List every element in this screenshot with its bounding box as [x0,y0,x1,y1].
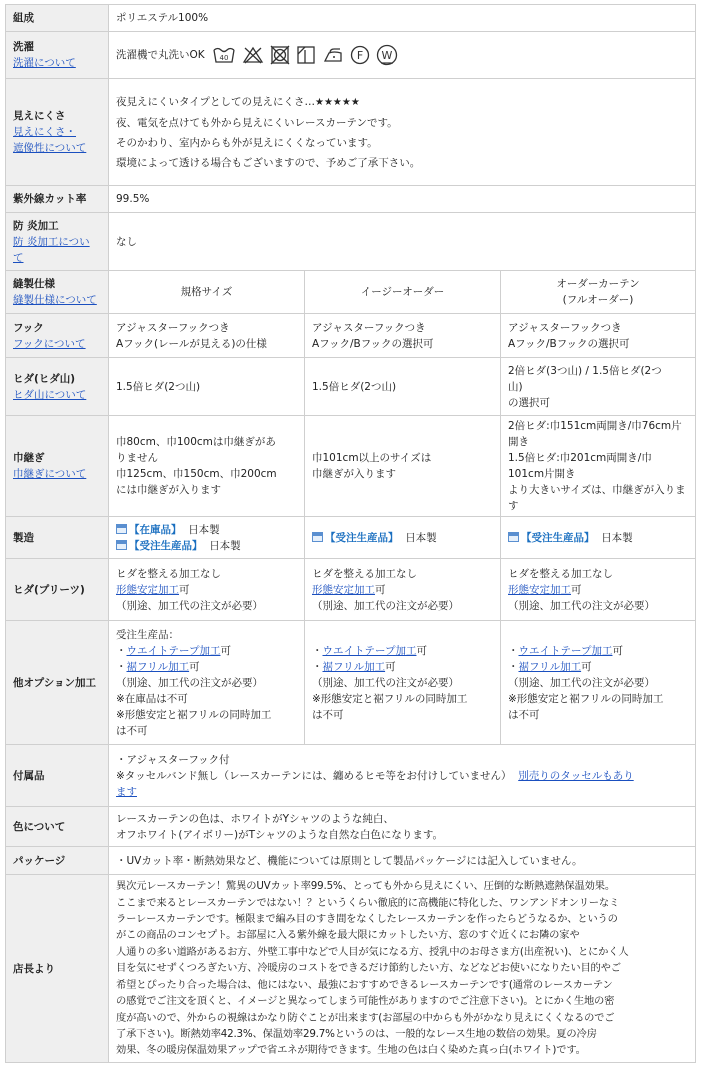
flame-info-link-2[interactable]: て [13,251,24,264]
hem-frill-link[interactable]: 裾フリル加工 [518,660,582,673]
sewing-info-link[interactable]: 縫製仕様について [13,294,97,306]
pleat-label-cell [6,358,109,416]
mfg-easy [305,517,501,559]
row-package [6,847,696,875]
visibility-label: 見えにくさ [13,110,66,122]
star-rating: ★★★★★ [314,96,360,108]
manager-message [109,875,696,1063]
flame-info-link[interactable]: 防 炎加工につい [13,235,90,248]
dry-clean-letter: F [356,49,364,62]
no-tumble-dry-icon [270,45,290,65]
pleat-full [501,358,696,416]
options-hem-line [508,659,688,675]
package-label: パッケージ [6,847,109,875]
visibility-line-2: そのかわり、室内からも外が見えにくくなっています。 [116,136,378,149]
options-combo-note: ※形態安定と裾フリルの同時加工 [312,692,468,705]
hook-standard [109,314,305,358]
washing-info-link[interactable]: 洗濯について [13,57,76,69]
pleat-standard: 1.5倍ヒダ(2つ山) [109,358,305,416]
options-label: 他オプション加工 [6,621,109,745]
dry-clean-f-icon [350,45,370,65]
manager-line: がこの商品のコンセプト。お部屋に入る紫外線を最大限にカットしたい方、窓のすぐ近くにお隣の家や [116,929,580,942]
header-easy-order: イージーオーダー [305,271,501,314]
seam-standard-line3: 巾125cm、巾150cm、巾200cm [116,468,277,480]
hook-full-line2: Aフック/Bフックの選択可 [508,337,630,350]
hook-easy-line2: Aフック/Bフックの選択可 [312,337,434,350]
shape-stable-link[interactable]: 形態安定加工 [508,583,571,596]
manager-line: 希望とぴったり合った場合は、他にはない、最強におすすめできるレースカーテンです(通常のレースカーテン [116,978,613,991]
options-combo-note-2: は不可 [508,708,540,721]
options-easy [305,621,501,745]
row-flame [6,213,696,271]
seam-standard-line2: りません [116,452,158,464]
options-ka: 可 [220,644,231,657]
tassel-link[interactable]: 別売りのタッセルもあり [518,769,634,782]
header-full-order-line2: (フルオーダー) [562,294,634,306]
bullet: ・ [508,644,519,657]
pleats-full-line1: ヒダを整える加工なし [508,567,613,580]
pleat-full-line3: の選択可 [508,396,550,409]
hook-full-line1: アジャスターフックつき [508,321,622,334]
row-visibility [6,79,696,186]
options-combo-note: ※形態安定と裾フリルの同時加工 [116,708,272,721]
calendar-icon [508,532,519,542]
options-ka: 可 [581,660,592,673]
options-combo-note-2: は不可 [312,708,344,721]
pleats-easy-line1: ヒダを整える加工なし [312,567,417,580]
row-manufacturing [6,517,696,559]
row-options [6,621,696,745]
row-washing [6,32,696,79]
seam-standard-line4: には巾継ぎが入ります [116,484,221,496]
seam-standard [109,416,305,517]
options-standard [109,621,305,745]
seam-full-line4: 101cm片開き [508,468,576,480]
wet-clean-w-icon [376,44,398,66]
options-ka: 可 [612,644,623,657]
pleats-full-line2 [508,582,688,598]
color-line2: オフホワイト(アイボリー)がTシャツのような自然な白色になります。 [116,828,443,841]
seam-info-link[interactable]: 巾継ぎについて [13,468,87,480]
options-note: （別途、加工代の注文が必要） [508,676,655,689]
options-instock-note: ※在庫品は不可 [116,692,188,705]
accessory-line2: ※タッセルバンド無し（レースカーテンには、纏めるヒモ等をお付けしていません） [116,769,512,782]
bullet: ・ [312,644,323,657]
hook-easy [305,314,501,358]
pleats-ka: 可 [179,583,190,596]
color-label: 色について [6,807,109,847]
row-accessory [6,745,696,807]
pleats-easy-line2 [312,582,493,598]
visibility-line-1: 夜、電気を点けても外から見えにくいレースカーテンです。 [116,116,398,129]
options-note: （別途、加工代の注文が必要） [312,676,459,689]
options-hem-line [116,659,297,675]
manager-line: 人通りの多い道路があるお方、外壁工事中などで人目が気になる方、授乳中のお母さま方(出産祝い)、とにかく人 [116,945,629,958]
pleat-full-line2: 山) [508,380,523,393]
sewing-label: 縫製仕様 [13,278,55,290]
visibility-value-cell [109,79,696,186]
pleats-standard-line2 [116,582,297,598]
hook-label-cell [6,314,109,358]
waist-tape-link[interactable]: ウエイトテープ加工 [518,644,613,657]
color-value [109,807,696,847]
care-icons [212,44,398,66]
seam-easy-line2: 巾継ぎが入ります [312,468,396,480]
mfg-full [501,517,696,559]
pleats-easy [305,559,501,621]
hem-frill-link[interactable]: 裾フリル加工 [322,660,386,673]
bullet: ・ [312,660,323,673]
visibility-info-link-2[interactable]: 遮像性について [13,142,87,154]
row-sewing [6,271,696,314]
header-standard-size: 規格サイズ [109,271,305,314]
options-combo-note-2: は不可 [116,724,148,737]
package-value: ・UVカット率・断熱効果など、機能については原則として製品パッケージには記入していません。 [109,847,696,875]
pleats-standard [109,559,305,621]
pleats-full [501,559,696,621]
options-combo-note: ※形態安定と裾フリルの同時加工 [508,692,664,705]
header-full-order-line1: オーダーカーテン [556,278,640,290]
washing-value: 洗濯機で丸洗いOK [116,49,205,61]
mto-badge: 【受注生産品】 [129,539,203,552]
seam-full-line2: 開き [508,436,529,448]
bullet: ・ [116,660,127,673]
sewing-label-cell [6,271,109,314]
seam-easy [305,416,501,517]
mfg-instock-line [116,522,297,538]
pleats-standard-line1: ヒダを整える加工なし [116,567,221,580]
pleat-full-line1: 2倍ヒダ(3つ山) / 1.5倍ヒダ(2つ [508,364,662,377]
row-pleats [6,559,696,621]
waist-tape-link[interactable]: ウエイトテープ加工 [126,644,221,657]
options-waist-line [312,643,493,659]
pleats-ka: 可 [571,583,582,596]
instock-badge: 【在庫品】 [129,523,182,536]
manager-line: 度が高いので、外からの視線はかなり防ぐことが出来ます(お部屋の中からも外がかなり見えにくくなるのでご [116,1011,615,1024]
seam-full-line3: 1.5倍ヒダ:巾201cm両開き/巾 [508,452,652,464]
pleats-label: ヒダ(プリーツ) [6,559,109,621]
made-in-japan: 日本製 [209,539,241,552]
waist-tape-link[interactable]: ウエイトテープ加工 [322,644,417,657]
seam-full-line6: す [508,500,519,512]
manager-line: 目を気にせずくつろぎたい方、冷暖房のコストをできるだけ節約したい方、などなどお使いになりたい目的やご [116,962,621,975]
visibility-info-link[interactable]: 見えにくさ・ [13,126,76,138]
bullet: ・ [116,644,127,657]
wash-temp-label: 40 [219,54,229,62]
flame-value: なし [109,213,696,271]
washing-label-cell [6,32,109,79]
wet-clean-letter: W [381,49,393,62]
color-line1: レースカーテンの色は、ホワイトがYシャツのような純白、 [116,812,394,825]
composition-value: ポリエステル100% [109,5,696,32]
pleats-easy-note: （別途、加工代の注文が必要） [312,599,459,612]
hook-info-link[interactable]: フックについて [13,337,86,350]
options-ka: 可 [385,660,396,673]
hook-full [501,314,696,358]
flame-label-cell [6,213,109,271]
shape-stable-link[interactable]: 形態安定加工 [116,583,179,596]
calendar-icon [312,532,323,542]
pleat-easy: 1.5倍ヒダ(2つ山) [305,358,501,416]
manager-line: 了承下さい)。断熱効率42.3%、保温効率29.7%というのは、一般的なレース生地の数倍の効果。夏の冷房 [116,1027,597,1040]
row-uv [6,186,696,213]
made-in-japan: 日本製 [188,523,220,536]
visibility-rating [116,92,688,113]
mfg-mto-line [116,538,297,554]
visibility-line-3: 環境によって透ける場合もございますので、予めご了承下さい。 [116,156,421,169]
shape-stable-link[interactable]: 形態安定加工 [312,583,375,596]
made-in-japan: 日本製 [405,531,437,544]
pleats-ka: 可 [375,583,386,596]
mfg-standard [109,517,305,559]
manager-line: 効果、冬の暖房保温効果アップで省エネが期待できます。生地の色は白く染めた真っ白(ホワイト)です。 [116,1044,586,1057]
pleat-info-link[interactable]: ヒダ山について [13,388,87,401]
row-pleat [6,358,696,416]
row-color [6,807,696,847]
row-manager [6,875,696,1063]
tassel-link-2[interactable]: ます [116,785,137,798]
flame-label: 防 炎加工 [13,219,59,232]
pleat-label: ヒダ(ヒダ山) [13,372,76,385]
seam-easy-line1: 巾101cm以上のサイズは [312,452,432,464]
manager-line: 異次元レースカーテン！驚異のUVカット率99.5%、とっても外から見えにくい、圧倒的な断熱遮熱保温効果。 [116,880,615,893]
accessory-line1: ・アジャスターフック付 [116,753,230,766]
manager-label: 店長より [6,875,109,1063]
options-ka: 可 [416,644,427,657]
mfg-label: 製造 [6,517,109,559]
visibility-rating-text: 夜見えにくいタイプとしての見えにくさ… [116,95,315,108]
composition-label: 組成 [6,5,109,32]
calendar-icon [116,524,127,534]
hem-frill-link[interactable]: 裾フリル加工 [126,660,190,673]
pleats-full-note: （別途、加工代の注文が必要） [508,599,655,612]
options-note: （別途、加工代の注文が必要） [116,676,263,689]
iron-low-icon [322,45,344,65]
row-hook [6,314,696,358]
no-bleach-icon [242,45,264,65]
accessory-value [109,745,696,807]
hook-easy-line1: アジャスターフックつき [312,321,426,334]
manager-line: ここまで来るとレースカーテンではない！？というくらい徹底的に高機能に特化した、ワンアンドオンリーなミ [116,896,620,909]
made-in-japan: 日本製 [601,531,633,544]
options-full [501,621,696,745]
calendar-icon [116,540,127,550]
options-waist-line [116,643,297,659]
header-full-order [501,271,696,314]
row-seam [6,416,696,517]
uv-label: 紫外線カット率 [6,186,109,213]
row-composition [6,5,696,32]
options-hem-line [312,659,493,675]
hook-standard-line1: アジャスターフックつき [116,321,230,334]
visibility-label-cell [6,79,109,186]
seam-full-line1: 2倍ヒダ:巾151cm両開き/巾76cm片 [508,420,682,432]
mto-badge: 【受注生産品】 [325,531,399,544]
uv-value: 99.5% [109,186,696,213]
hook-standard-line2: Aフック(レールが見える)の仕様 [116,337,267,350]
pleats-standard-note: （別途、加工代の注文が必要） [116,599,263,612]
spec-table [5,4,696,1063]
seam-full-line5: より大きいサイズは、巾継ぎが入りま [508,484,686,496]
options-waist-line [508,643,688,659]
seam-label: 巾継ぎ [13,452,45,464]
seam-label-cell [6,416,109,517]
seam-standard-line1: 巾80cm、巾100cmは巾継ぎがあ [116,436,276,448]
washing-label: 洗濯 [13,41,34,53]
washing-value-cell [109,32,696,79]
options-mto-heading: 受注生産品： [116,628,179,641]
manager-line: の感覚でご注文を頂くと、イメージと異なってしまう可能性がありますのでご注意下さい)。とにかく生地の密 [116,995,615,1008]
seam-full [501,416,696,517]
line-dry-shade-icon [296,45,316,65]
manager-line: ラーレースカーテンです。極限まで編み目のすき間をなくしたレースカーテンを作ったらどうなるか、というの [116,913,618,926]
accessory-label: 付属品 [6,745,109,807]
options-ka: 可 [189,660,200,673]
hook-label: フック [13,321,44,334]
wash-40-icon [212,45,236,65]
mto-badge: 【受注生産品】 [521,531,595,544]
bullet: ・ [508,660,519,673]
